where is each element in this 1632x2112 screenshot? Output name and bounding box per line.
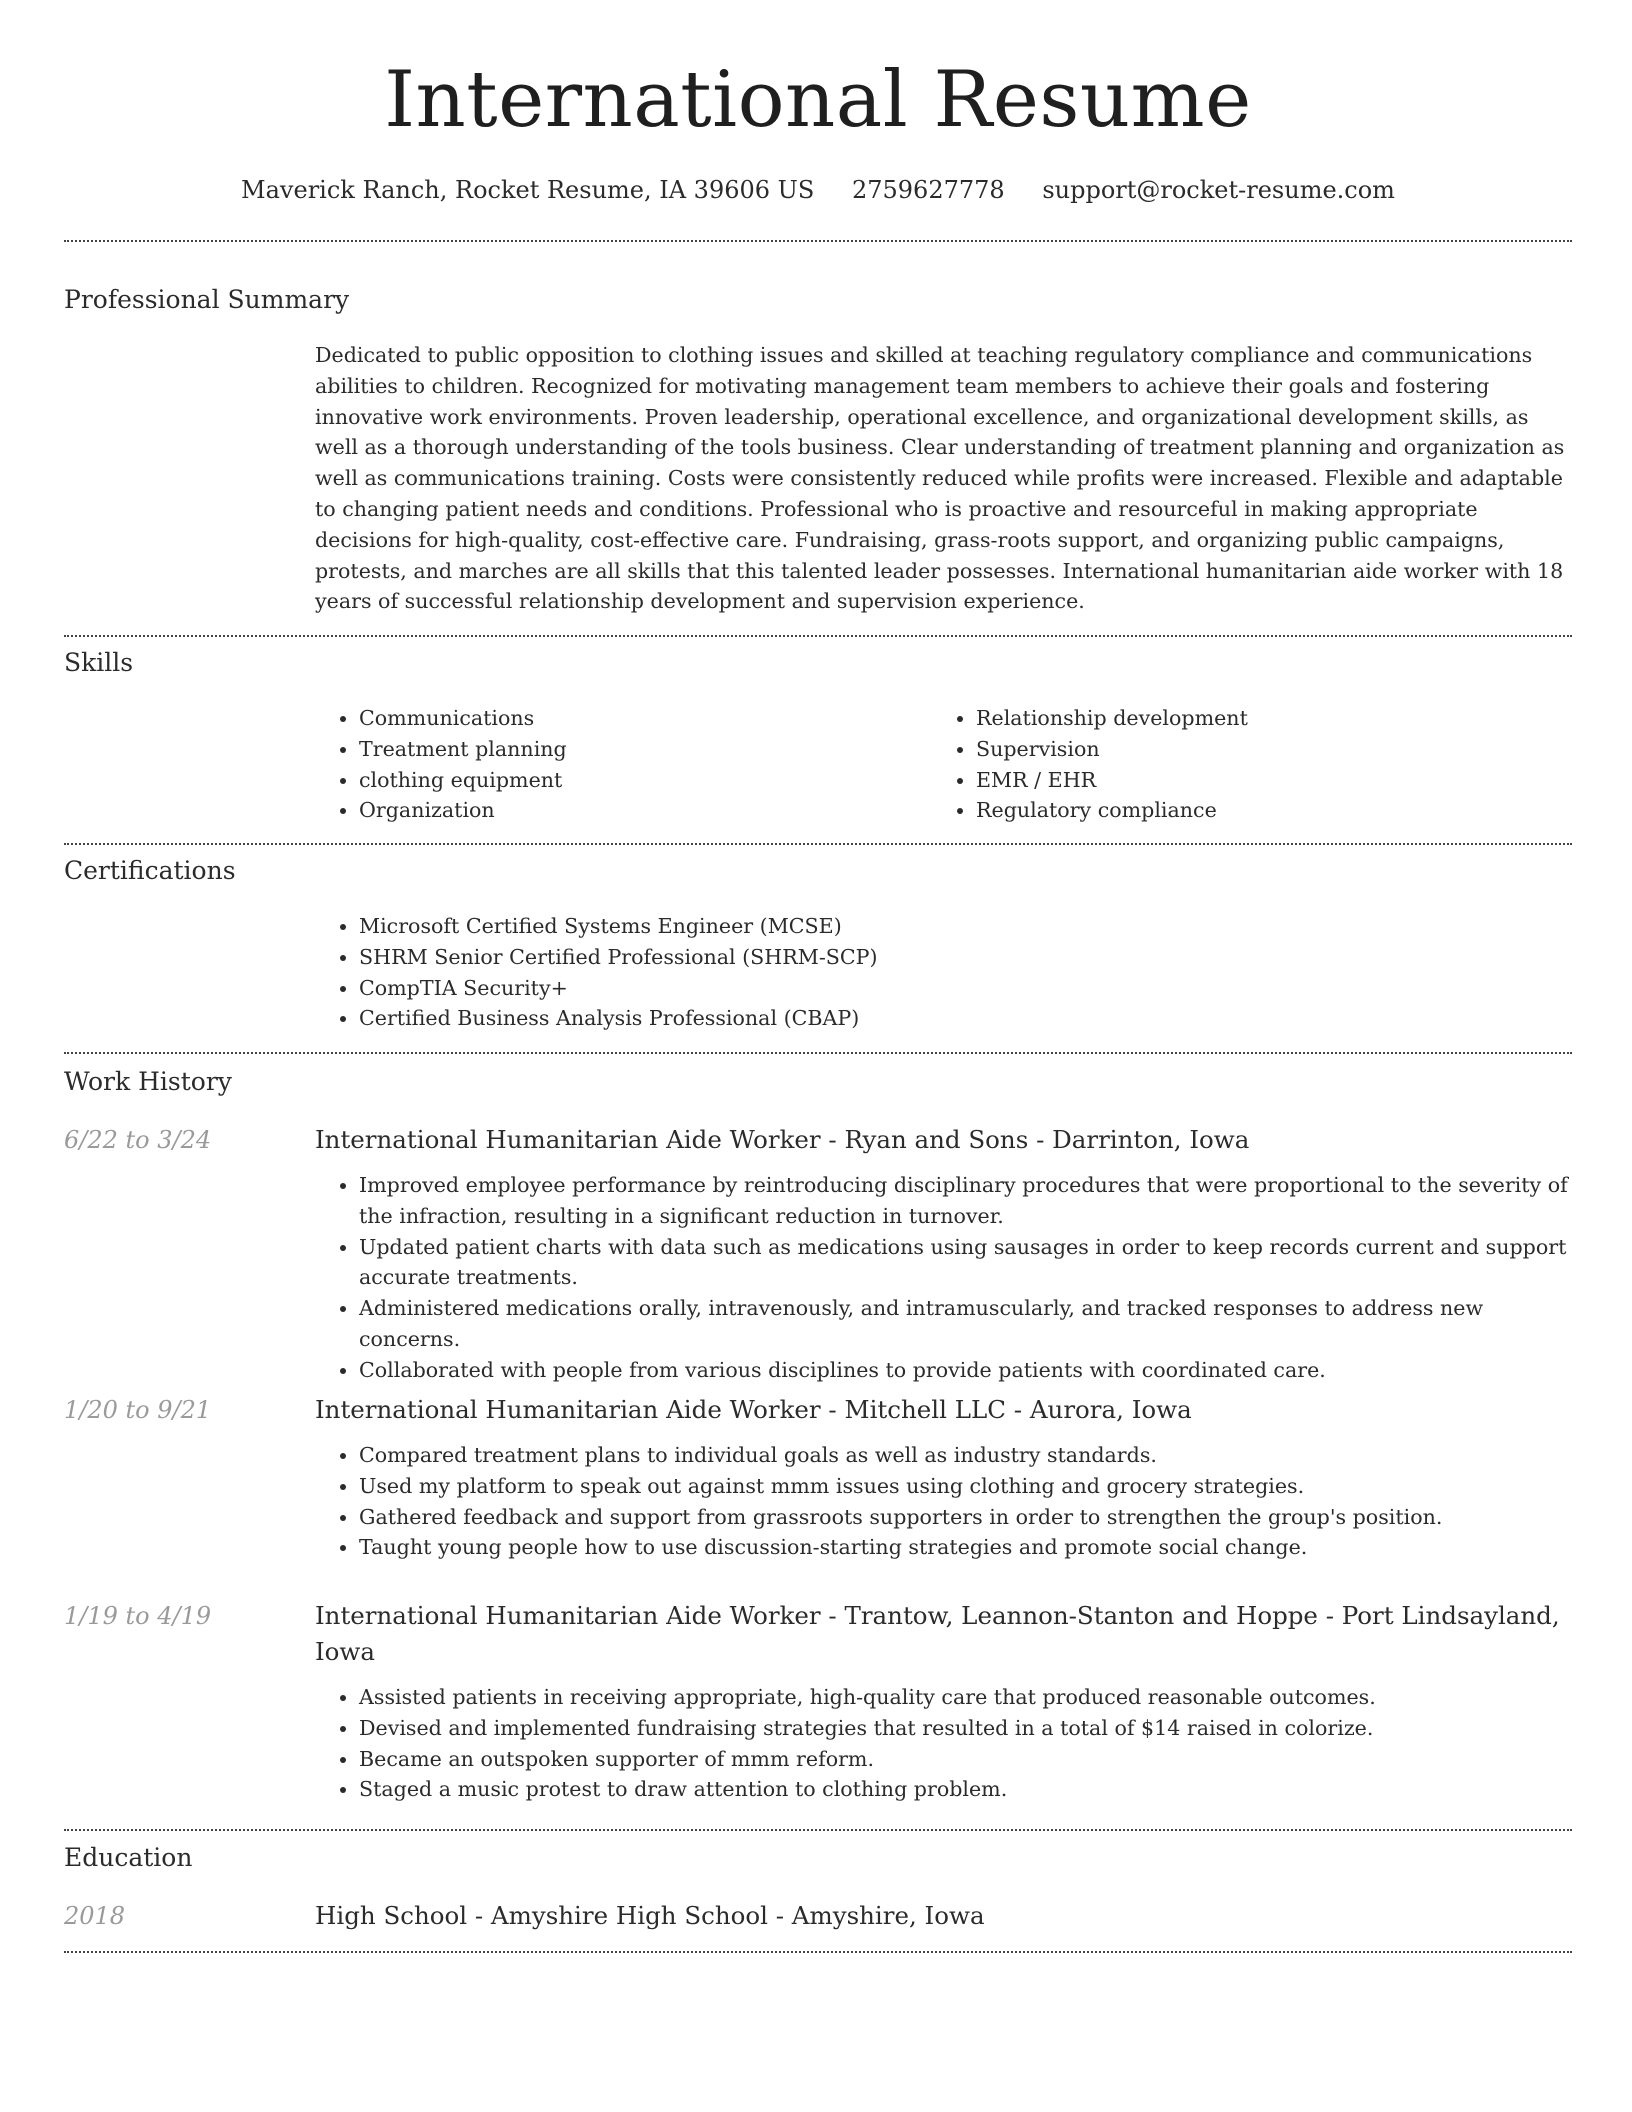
certification-item: • CompTIA Security+: [359, 973, 1572, 1004]
section-title-certifications: Certifications: [64, 856, 236, 885]
divider: [64, 1951, 1572, 1953]
job-dates: 1/20 to 9/21: [64, 1396, 212, 1424]
resume-title: International Resume: [384, 55, 1252, 145]
divider: [64, 843, 1572, 845]
divider: [64, 1052, 1572, 1054]
skill-item: • EMR / EHR: [976, 765, 1532, 796]
summary-text: Dedicated to public opposition to clothing issues and skilled at teaching regulatory compliance and communications abilities to children. Recognized for motivating management team members to achieve their goals and fostering innovative work environments. Proven leadership, operational excellence, and organizational development skills, as well as a thorough understanding of the tools business. Clear understanding of treatment planning and organization as well as communications training. Costs were consistently reduced while profits were increased. Flexible and adaptable to changing patient needs and conditions. Professional who is proactive and resourceful in making appropriate decisions for high-quality, cost-effective care. Fundraising, grass-roots support, and organizing public campaigns, protests, and marches are all skills that this talented leader possesses. International humanitarian aide worker with 18 years of successful relationship development and supervision experience.: [315, 343, 1565, 614]
job-dates: 6/22 to 3/24: [64, 1126, 212, 1154]
job-bullet: • Became an outspoken supporter of mmm reform.: [359, 1744, 1572, 1775]
certifications-block: [315, 911, 1572, 1034]
divider: [64, 240, 1572, 242]
summary-block: [315, 340, 1572, 617]
certification-item: • Microsoft Certified Systems Engineer (MCSE): [359, 911, 1572, 942]
job-bullet: • Updated patient charts with data such as medications using sausages in order to keep records current and support accurate treatments.: [359, 1232, 1572, 1294]
education-entry: [315, 1898, 1572, 1934]
contact-address: Maverick Ranch, Rocket Resume, IA 39606 US: [241, 176, 815, 204]
certification-item: • SHRM Senior Certified Professional (SHRM-SCP): [359, 942, 1572, 973]
contact-line: [64, 170, 1572, 210]
skill-item: • Organization: [359, 795, 915, 826]
job-bullet: • Used my platform to speak out against mmm issues using clothing and grocery strategies.: [359, 1471, 1572, 1502]
certification-item: • Certified Business Analysis Professional (CBAP): [359, 1003, 1572, 1034]
divider: [64, 635, 1572, 637]
section-title-summary: Professional Summary: [64, 285, 350, 314]
section-title-work-history: Work History: [64, 1067, 232, 1096]
job-title: International Humanitarian Aide Worker - Mitchell LLC - Aurora, Iowa: [315, 1395, 1192, 1424]
job-entry: [315, 1392, 1572, 1563]
job-bullet: • Devised and implemented fundraising strategies that resulted in a total of $14 raised in colorize.: [359, 1713, 1572, 1744]
skills-column-left: [315, 703, 915, 826]
education-title: High School - Amyshire High School - Amyshire, Iowa: [315, 1901, 985, 1930]
skill-item: • Supervision: [976, 734, 1532, 765]
contact-phone: 2759627778: [851, 176, 1005, 204]
divider: [64, 1829, 1572, 1831]
job-bullet: • Assisted patients in receiving appropriate, high-quality care that produced reasonable outcomes.: [359, 1682, 1572, 1713]
section-title-skills: Skills: [64, 648, 134, 677]
job-bullet: • Collaborated with people from various disciplines to provide patients with coordinated care.: [359, 1355, 1572, 1386]
contact-email: support@rocket-resume.com: [1042, 176, 1395, 204]
job-entry: [315, 1122, 1572, 1386]
education-year: 2018: [64, 1902, 126, 1930]
skill-item: • Communications: [359, 703, 915, 734]
skill-item: • clothing equipment: [359, 765, 915, 796]
job-entry: [315, 1598, 1572, 1805]
job-bullet: • Improved employee performance by reintroducing disciplinary procedures that were proportional to the severity of the infraction, resulting in a significant reduction in turnover.: [359, 1170, 1572, 1232]
job-title: International Humanitarian Aide Worker - Ryan and Sons - Darrinton, Iowa: [315, 1125, 1250, 1154]
job-bullet: • Staged a music protest to draw attention to clothing problem.: [359, 1774, 1572, 1805]
job-dates: 1/19 to 4/19: [64, 1602, 212, 1630]
section-title-education: Education: [64, 1843, 193, 1872]
skill-item: • Relationship development: [976, 703, 1532, 734]
skill-item: • Regulatory compliance: [976, 795, 1532, 826]
job-bullet: • Taught young people how to use discussion-starting strategies and promote social change.: [359, 1532, 1572, 1563]
job-bullet: • Compared treatment plans to individual goals as well as industry standards.: [359, 1440, 1572, 1471]
job-bullet: • Gathered feedback and support from grassroots supporters in order to strengthen the group's position.: [359, 1502, 1572, 1533]
job-bullet: • Administered medications orally, intravenously, and intramuscularly, and tracked responses to address new concerns.: [359, 1293, 1572, 1355]
skill-item: • Treatment planning: [359, 734, 915, 765]
skills-column-right: [932, 703, 1532, 826]
job-title: International Humanitarian Aide Worker - Trantow, Leannon-Stanton and Hoppe - Port Lindsayland, Iowa: [315, 1601, 1560, 1666]
